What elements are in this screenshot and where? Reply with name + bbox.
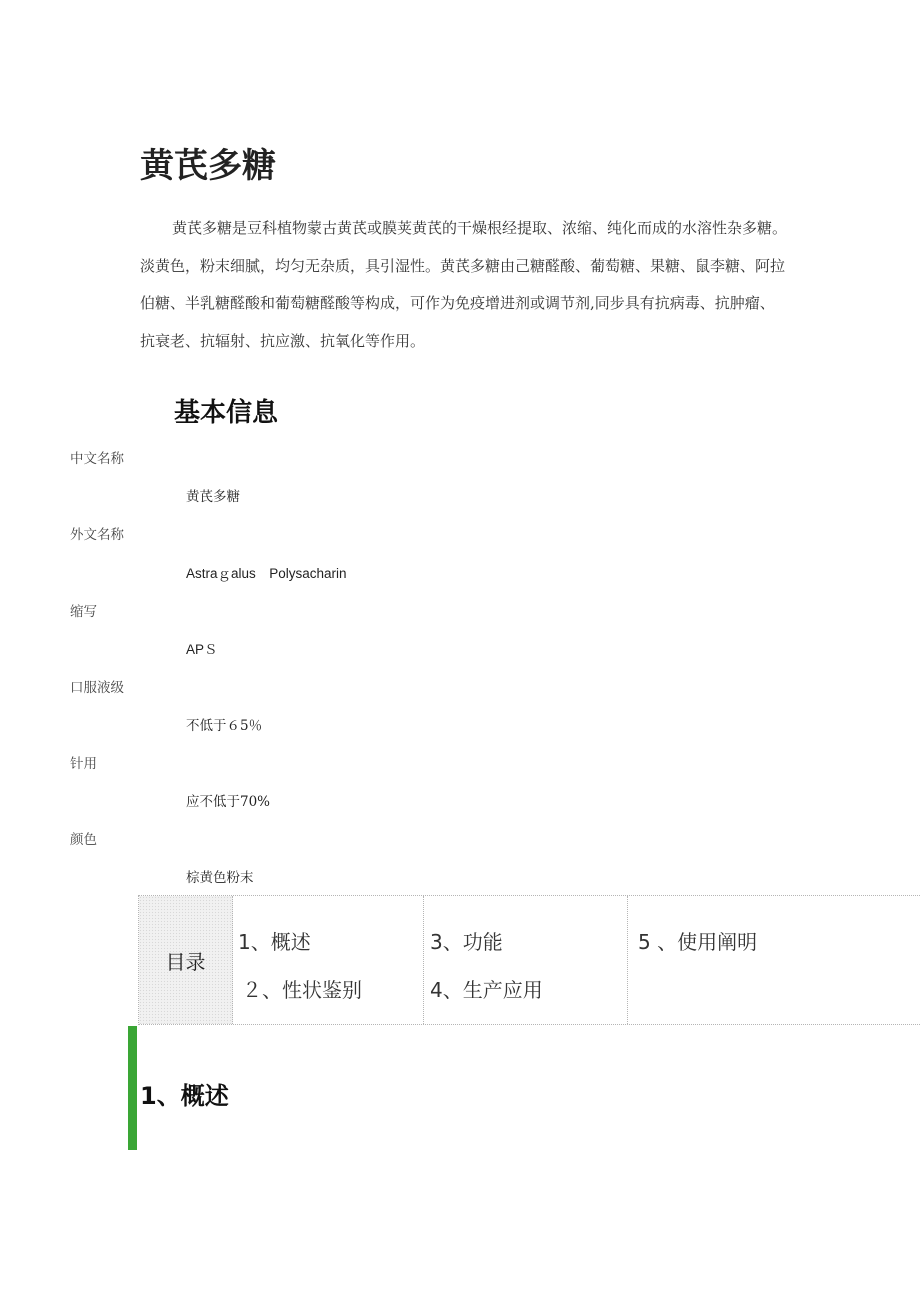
info-label-color: 颜色 bbox=[70, 832, 97, 848]
toc-link-function[interactable]: 3、功能 bbox=[430, 930, 503, 954]
table-of-contents bbox=[138, 895, 920, 1025]
info-value-color: 棕黄色粉末 bbox=[186, 870, 254, 886]
info-value-foreign-name: Astraｇalus Polysacharin bbox=[186, 566, 347, 581]
toc-link-overview[interactable]: 1、概述 bbox=[238, 930, 311, 954]
article-title: 黄芪多糖 bbox=[140, 146, 276, 186]
toc-link-production[interactable]: 4、生产应用 bbox=[430, 978, 543, 1002]
toc-column-2 bbox=[424, 896, 628, 1024]
section-accent-bar bbox=[128, 1026, 137, 1150]
info-label-abbreviation: 缩写 bbox=[70, 604, 97, 620]
toc-link-usage[interactable]: 5 、使用阐明 bbox=[638, 930, 758, 954]
info-label-oral-grade: 口服液级 bbox=[70, 680, 124, 696]
toc-heading: 目录 bbox=[139, 896, 233, 1024]
section-title-overview: 1、概述 bbox=[140, 1082, 229, 1110]
info-value-oral-grade: 不低于６5％ bbox=[186, 718, 263, 734]
info-value-chinese-name: 黄芪多糖 bbox=[186, 489, 240, 505]
info-label-chinese-name: 中文名称 bbox=[70, 451, 124, 467]
toc-link-properties[interactable]: ２、性状鉴别 bbox=[242, 978, 362, 1002]
basic-info-heading: 基本信息 bbox=[174, 398, 279, 428]
info-label-injection: 针用 bbox=[70, 756, 97, 772]
toc-column-1 bbox=[232, 896, 424, 1024]
info-label-foreign-name: 外文名称 bbox=[70, 527, 124, 543]
info-value-injection: 应不低于70% bbox=[186, 794, 271, 810]
toc-column-3 bbox=[628, 896, 920, 1024]
info-value-abbreviation: APＳ bbox=[186, 642, 218, 657]
intro-paragraph: 黄芪多糖是豆科植物蒙古黄芪或膜荚黄芪的干燥根经提取、浓缩、纯化而成的水溶性杂多糖。淡黄色，粉末细腻，均匀无杂质，具引湿性。黄芪多糖由己糖醛酸、葡萄糖、果糖、鼠李糖、阿拉伯糖、半乳糖醛酸和葡萄糖醛酸等构成，可作为免疫增进剂或调节剂,同步具有抗病毒、抗肿瘤、抗衰老、抗辐射、抗应激、抗氧化等作用。 bbox=[140, 219, 788, 350]
